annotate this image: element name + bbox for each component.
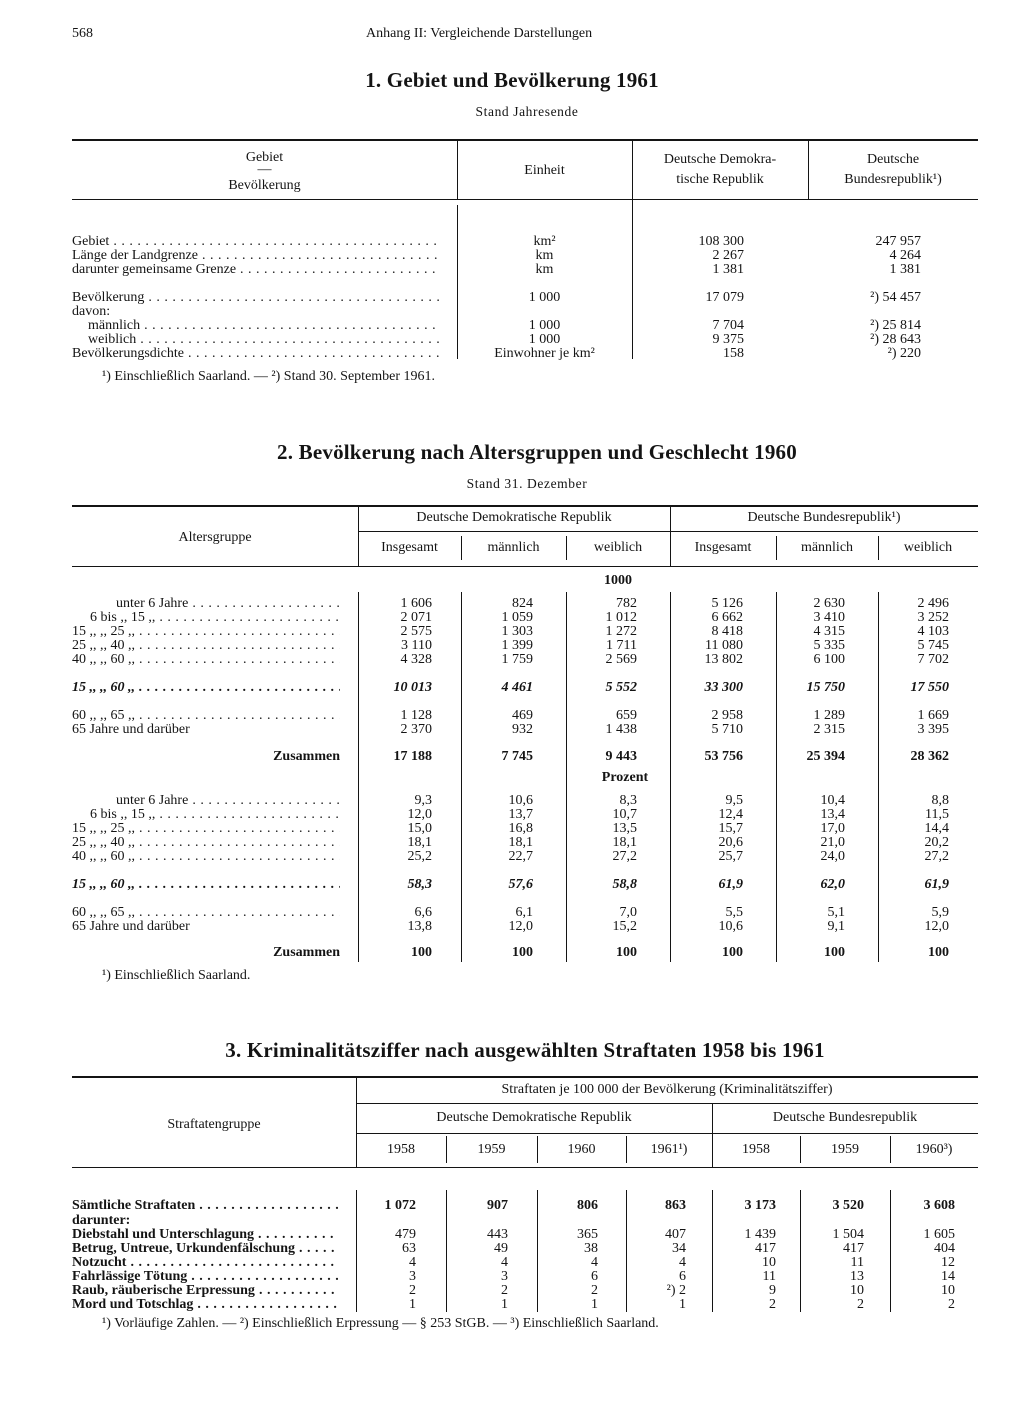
table2-cell: 22,7: [508, 849, 533, 864]
table2-row-label: Zusammen: [273, 945, 340, 960]
table3-cell: 3 520: [832, 1198, 864, 1213]
table2-head-insgesamt: Insgesamt: [694, 540, 752, 555]
table2-cell: 100: [411, 945, 432, 960]
table2-cell: 17 188: [393, 749, 432, 764]
table2-cell: 2 958: [711, 708, 743, 723]
table2-cell: 2 569: [605, 652, 637, 667]
table3-cell: 13: [850, 1269, 864, 1284]
table3-head-year: 1960³): [915, 1142, 953, 1157]
table3-top-rule: [72, 1076, 978, 1078]
table2-cell: 5 745: [917, 638, 949, 653]
table2-cell: 61,9: [718, 877, 743, 892]
table3-cell: 10: [762, 1255, 776, 1270]
table2-cell: 17 550: [910, 680, 949, 695]
table2-cell: 5 552: [605, 680, 637, 695]
table2-row-label: 60 ,, ,, 65 ,, . . .: [72, 708, 340, 724]
table2-cell: 12,0: [924, 919, 949, 934]
table3-cell: 443: [487, 1227, 508, 1242]
table3-cell: 2: [769, 1297, 776, 1312]
table2-cell: 8,3: [619, 793, 637, 808]
table2-cell: 100: [616, 945, 637, 960]
table1-cell-unit: km: [535, 262, 554, 277]
table3-cell: 2: [948, 1297, 955, 1312]
table3-cell: 2: [857, 1297, 864, 1312]
table2-cell: 15,2: [612, 919, 637, 934]
table1-row-label: darunter gemeinsame Grenze . . .: [72, 262, 440, 278]
table2-cell: 9,5: [725, 793, 743, 808]
table3-cell: 1 504: [832, 1227, 864, 1242]
table3-cell: 1 072: [384, 1198, 416, 1213]
table2-cell: 12,0: [508, 919, 533, 934]
table2-row-label: 60 ,, ,, 65 ,, . . .: [72, 905, 340, 921]
table2-cell: 932: [512, 722, 533, 737]
table2-cell: 1 289: [813, 708, 845, 723]
table2-cell: 13,7: [508, 807, 533, 822]
table2-head-brd: Deutsche Bundesrepublik¹): [747, 510, 901, 525]
table1-cell-brd: 4 264: [889, 248, 921, 263]
table2-cell: 18,1: [612, 835, 637, 850]
table2-title: 2. Bevölkerung nach Altersgruppen und Geschlecht 1960: [277, 440, 797, 464]
table2-cell: 20,2: [924, 835, 949, 850]
table3-cell: 1: [501, 1297, 508, 1312]
table3-row-label: darunter:: [72, 1213, 131, 1228]
table1-cell-unit: km²: [533, 234, 556, 249]
table2-cell: 100: [928, 945, 949, 960]
table2-cell: 5 335: [813, 638, 845, 653]
table3-cell: 4: [501, 1255, 508, 1270]
table2-cell: 4 461: [501, 680, 533, 695]
table3-title: 3. Kriminalitätsziffer nach ausgewählten Straftaten 1958 bis 1961: [225, 1038, 825, 1062]
table1-head-brd: Deutsche: [866, 152, 920, 167]
table3-cell: 1: [409, 1297, 416, 1312]
table2-row-label: 40 ,, ,, 60 ,, . . .: [72, 849, 340, 865]
table1-cell-ddr: 1 381: [712, 262, 744, 277]
table2-cell: 659: [616, 708, 637, 723]
table2-cell: 9,3: [414, 793, 432, 808]
table2-cell: 1 606: [400, 596, 432, 611]
table1-row-label: Länge der Landgrenze . . .: [72, 248, 440, 264]
table2-cell: 3 410: [813, 610, 845, 625]
table2-cell: 24,0: [820, 849, 845, 864]
table2-cell: 21,0: [820, 835, 845, 850]
table3-cell: 365: [577, 1227, 598, 1242]
table2-row-label: 25 ,, ,, 40 ,, . . .: [72, 835, 340, 851]
table1-cell-brd: 247 957: [875, 234, 921, 249]
table3-cell: 4: [679, 1255, 686, 1270]
table3-cell: 14: [941, 1269, 955, 1284]
table1-subtitle: Stand Jahresende: [475, 104, 579, 119]
table1-cell-unit: 1 000: [528, 318, 561, 333]
table1-row-label: Gebiet . . .: [72, 234, 440, 250]
table3-cell: 417: [843, 1241, 864, 1256]
table2-cell: 1 438: [605, 722, 637, 737]
table2-section-percent: Prozent: [601, 770, 649, 785]
table2-cell: 5,5: [725, 905, 743, 920]
table2-cell: 1 303: [501, 624, 533, 639]
table2-row-label: 15 ,, ,, 60 ,, . . .: [72, 680, 340, 696]
table2-cell: 2 496: [917, 596, 949, 611]
table3-cell: 3: [409, 1269, 416, 1284]
table3-cell: 6: [679, 1269, 686, 1284]
table2-cell: 13,8: [407, 919, 432, 934]
table3-cell: 1 439: [744, 1227, 776, 1242]
table1-row-label: davon:: [72, 304, 111, 319]
table2-cell: 5 126: [711, 596, 743, 611]
table2-cell: 15,0: [407, 821, 432, 836]
table2-cell: 8 418: [711, 624, 743, 639]
table2-cell: 13,4: [820, 807, 845, 822]
table3-cell: 1: [591, 1297, 598, 1312]
table1-cell-ddr: 9 375: [712, 332, 744, 347]
table2-cell: 18,1: [407, 835, 432, 850]
table1-head-ddr: Deutsche Demokra-: [663, 152, 777, 167]
table2-cell: 2 575: [400, 624, 432, 639]
table1-cell-unit: 1 000: [528, 332, 561, 347]
table3-cell: 863: [665, 1198, 686, 1213]
table2-cell: 25,7: [718, 849, 743, 864]
table2-cell: 28 362: [910, 749, 949, 764]
table2-cell: 12,0: [407, 807, 432, 822]
table2-cell: 27,2: [924, 849, 949, 864]
table2-cell: 100: [722, 945, 743, 960]
table1-top-rule: [72, 139, 978, 141]
table3-head-year: 1961¹): [650, 1142, 688, 1157]
table3-cell: 11: [850, 1255, 864, 1270]
table2-cell: 61,9: [924, 877, 949, 892]
table2-cell: 1 272: [605, 624, 637, 639]
table2-cell: 15,7: [718, 821, 743, 836]
table1-head-einheit: Einheit: [524, 163, 565, 178]
table1-cell-brd: ²) 25 814: [870, 318, 921, 333]
table2-cell: 5,9: [931, 905, 949, 920]
table2-cell: 15 750: [806, 680, 845, 695]
table3-cell: 479: [395, 1227, 416, 1242]
table2-row-label: Zusammen: [273, 749, 340, 764]
table2-cell: 1 059: [501, 610, 533, 625]
table2-cell: 7 745: [501, 749, 533, 764]
table3-head-straftatengruppe: Straftatengruppe: [167, 1117, 261, 1132]
table3-head-year: 1958: [387, 1142, 415, 1157]
table1-head-bevoelkerung: Bevölkerung: [228, 178, 301, 193]
table1-cell-ddr: 2 267: [712, 248, 744, 263]
table2-row-label: 15 ,, ,, 60 ,, . . .: [72, 877, 340, 893]
table2-row-label: 65 Jahre und darüber: [72, 722, 190, 737]
table2-cell: 4 328: [400, 652, 432, 667]
table2-cell: 4 103: [917, 624, 949, 639]
table2-cell: 25,2: [407, 849, 432, 864]
table2-cell: 2 315: [813, 722, 845, 737]
table2-cell: 1 128: [400, 708, 432, 723]
table1-cell-brd: ²) 220: [887, 346, 921, 361]
table2-cell: 7 702: [917, 652, 949, 667]
table2-head-ddr: Deutsche Demokratische Republik: [416, 510, 612, 525]
table1-title: 1. Gebiet und Bevölkerung 1961: [365, 68, 659, 92]
table3-row-label: Fahrlässige Tötung . . .: [72, 1269, 338, 1285]
table1-footnote: ¹) Einschließlich Saarland. — ²) Stand 30. September 1961.: [102, 369, 436, 384]
table2-cell: 11,5: [925, 807, 949, 822]
table2-cell: 16,8: [508, 821, 533, 836]
table2-cell: 58,3: [407, 877, 432, 892]
table1-cell-ddr: 17 079: [705, 290, 744, 305]
table2-row-label: 25 ,, ,, 40 ,, . . .: [72, 638, 340, 654]
table3-cell: 9: [769, 1283, 776, 1298]
table3-head-ddr: Deutsche Demokratische Republik: [436, 1110, 632, 1125]
table1-cell-unit: km: [535, 248, 554, 263]
table3-cell: 2: [591, 1283, 598, 1298]
table1-row-label: weiblich . . .: [88, 332, 440, 348]
table3-head-year: 1958: [742, 1142, 770, 1157]
table3-row-label: Notzucht . . .: [72, 1255, 338, 1271]
table1-cell-ddr: 7 704: [712, 318, 744, 333]
table3-cell: 12: [941, 1255, 955, 1270]
table2-cell: 57,6: [508, 877, 533, 892]
table2-cell: 10,6: [718, 919, 743, 934]
table3-cell: 4: [409, 1255, 416, 1270]
table1-head-ddr-2: tische Republik: [676, 172, 764, 187]
table2-section-absolute: 1000: [604, 573, 632, 588]
table2-cell: 9,1: [827, 919, 845, 934]
table3-cell: 404: [934, 1241, 955, 1256]
table1-row-label: Bevölkerung . . .: [72, 290, 440, 306]
table2-cell: 10,4: [820, 793, 845, 808]
table2-cell: 1 669: [917, 708, 949, 723]
table1-cell-ddr: 108 300: [698, 234, 744, 249]
table3-group-rule: [356, 1133, 978, 1134]
table2-cell: 33 300: [704, 680, 743, 695]
table2-head-weiblich: weiblich: [593, 540, 643, 555]
table2-head-weiblich: weiblich: [903, 540, 953, 555]
table2-cell: 53 756: [704, 749, 743, 764]
table1-cell-unit: Einwohner je km²: [494, 346, 595, 361]
table1-head-dash: —: [257, 162, 272, 177]
table2-cell: 3 110: [401, 638, 432, 653]
table2-head-maennlich: männlich: [800, 540, 854, 555]
table2-head-maennlich: männlich: [487, 540, 540, 555]
table2-cell: 2 071: [400, 610, 432, 625]
table3-cell: 907: [487, 1198, 508, 1213]
table2-cell: 6,6: [414, 905, 432, 920]
table3-span-rule: [356, 1103, 978, 1104]
table2-cell: 10,6: [508, 793, 533, 808]
table3-cell: 4: [591, 1255, 598, 1270]
table3-row-label: Mord und Totschlag . . .: [72, 1297, 338, 1313]
table2-cell: 14,4: [924, 821, 949, 836]
table2-head-insgesamt: Insgesamt: [381, 540, 438, 555]
table1-cell-brd: 1 381: [889, 262, 921, 277]
table1-cell-brd: ²) 28 643: [870, 332, 921, 347]
page-number: 568: [72, 26, 93, 41]
table3-head-year: 1959: [831, 1142, 859, 1157]
table3-row-label: Diebstahl und Unterschlagung . . .: [72, 1227, 338, 1243]
table2-cell: 5 710: [711, 722, 743, 737]
table2-cell: 5,1: [827, 905, 845, 920]
table2-cell: 13,5: [612, 821, 637, 836]
table2-cell: 20,6: [718, 835, 743, 850]
table1-cell-brd: ²) 54 457: [870, 290, 921, 305]
table3-cell: ²) 2: [666, 1283, 686, 1298]
table1-head-brd-2: Bundesrepublik¹): [844, 172, 942, 187]
table3-cell: 2: [409, 1283, 416, 1298]
table2-row-label: unter 6 Jahre . . .: [116, 793, 340, 809]
table3-cell: 34: [672, 1241, 686, 1256]
table2-cell: 782: [616, 596, 637, 611]
table3-cell: 63: [402, 1241, 416, 1256]
table1-head-gebiet: Gebiet: [245, 150, 284, 165]
table2-head-altersgruppe: Altersgruppe: [178, 530, 252, 545]
table2-cell: 12,4: [718, 807, 743, 822]
table3-cell: 10: [850, 1283, 864, 1298]
table3-head-brd: Deutsche Bundesrepublik: [772, 1110, 918, 1125]
table1-row-label: Bevölkerungsdichte . . .: [72, 346, 440, 362]
table3-cell: 417: [755, 1241, 776, 1256]
table2-cell: 824: [512, 596, 533, 611]
table2-row-label: 15 ,, ,, 25 ,, . . .: [72, 821, 340, 837]
table2-footnote: ¹) Einschließlich Saarland.: [102, 968, 251, 983]
table3-cell: 3 173: [744, 1198, 776, 1213]
table3-row-label: Betrug, Untreue, Urkundenfälschung . . .: [72, 1241, 338, 1257]
table2-cell: 10,7: [612, 807, 637, 822]
table2-cell: 6 662: [711, 610, 743, 625]
table2-cell: 9 443: [605, 749, 637, 764]
table3-cell: 806: [577, 1198, 598, 1213]
table3-cell: 10: [941, 1283, 955, 1298]
table2-cell: 1 711: [606, 638, 637, 653]
table2-cell: 3 395: [917, 722, 949, 737]
table3-row-label: Raub, räuberische Erpressung . . .: [72, 1283, 338, 1299]
table1-cell-unit: 1 000: [528, 290, 561, 305]
table2-cell: 3 252: [917, 610, 949, 625]
table2-cell: 7,0: [619, 905, 637, 920]
table1-col-divider: [808, 141, 809, 199]
table2-cell: 25 394: [806, 749, 845, 764]
table3-head-span: Straftaten je 100 000 der Bevölkerung (Kriminalitätsziffer): [501, 1082, 833, 1097]
table3-cell: 6: [591, 1269, 598, 1284]
table2-row-label: 6 bis ,, 15 ,, . . .: [90, 807, 340, 823]
table3-cell: 38: [584, 1241, 598, 1256]
table2-subtitle: Stand 31. Dezember: [466, 476, 588, 491]
table2-cell: 1 012: [605, 610, 637, 625]
table2-group-rule: [358, 531, 978, 532]
table2-cell: 27,2: [612, 849, 637, 864]
table3-row-label: Sämtliche Straftaten . . .: [72, 1198, 338, 1214]
table2-cell: 1 759: [501, 652, 533, 667]
table2-row-label: 15 ,, ,, 25 ,, . . .: [72, 624, 340, 640]
table2-cell: 18,1: [508, 835, 533, 850]
table2-cell: 6,1: [515, 905, 533, 920]
table2-row-label: 65 Jahre und darüber: [72, 919, 190, 934]
table2-cell: 8,8: [931, 793, 949, 808]
table1-cell-ddr: 158: [723, 346, 744, 361]
table3-footnote: ¹) Vorläufige Zahlen. — ²) Einschließlich Erpressung — § 253 StGB. — ³) Einschließlich Saarland.: [102, 1316, 659, 1331]
table2-cell: 11 080: [705, 638, 743, 653]
table2-cell: 10 013: [393, 680, 432, 695]
table3-cell: 1: [679, 1297, 686, 1312]
table2-cell: 17,0: [820, 821, 845, 836]
table3-head-year: 1960: [567, 1142, 596, 1157]
table2-cell: 6 100: [813, 652, 845, 667]
table3-cell: 49: [494, 1241, 508, 1256]
table3-cell: 1 605: [923, 1227, 955, 1242]
running-head: Anhang II: Vergleichende Darstellungen: [366, 26, 593, 41]
table2-header-rule: [72, 566, 978, 567]
table2-cell: 13 802: [704, 652, 743, 667]
table3-cell: 3: [501, 1269, 508, 1284]
table1-header-rule: [72, 199, 978, 200]
table2-cell: 58,8: [612, 877, 637, 892]
table3-cell: 407: [665, 1227, 686, 1242]
table3-head-year: 1959: [477, 1142, 506, 1157]
table1-row-label: männlich . . .: [88, 318, 440, 334]
table3-cell: 11: [762, 1269, 776, 1284]
table2-cell: 100: [824, 945, 845, 960]
table2-cell: 62,0: [820, 877, 845, 892]
table2-cell: 2 370: [400, 722, 432, 737]
table2-cell: 100: [512, 945, 533, 960]
table2-row-label: unter 6 Jahre . . .: [116, 596, 340, 612]
table2-cell: 469: [512, 708, 533, 723]
table3-header-rule: [72, 1167, 978, 1168]
table2-row-label: 6 bis ,, 15 ,, . . .: [90, 610, 340, 626]
table2-cell: 2 630: [813, 596, 845, 611]
table2-cell: 4 315: [813, 624, 845, 639]
table3-cell: 2: [501, 1283, 508, 1298]
table2-top-rule: [72, 505, 978, 507]
table3-cell: 3 608: [923, 1198, 955, 1213]
table2-row-label: 40 ,, ,, 60 ,, . . .: [72, 652, 340, 668]
table2-cell: 1 399: [501, 638, 533, 653]
